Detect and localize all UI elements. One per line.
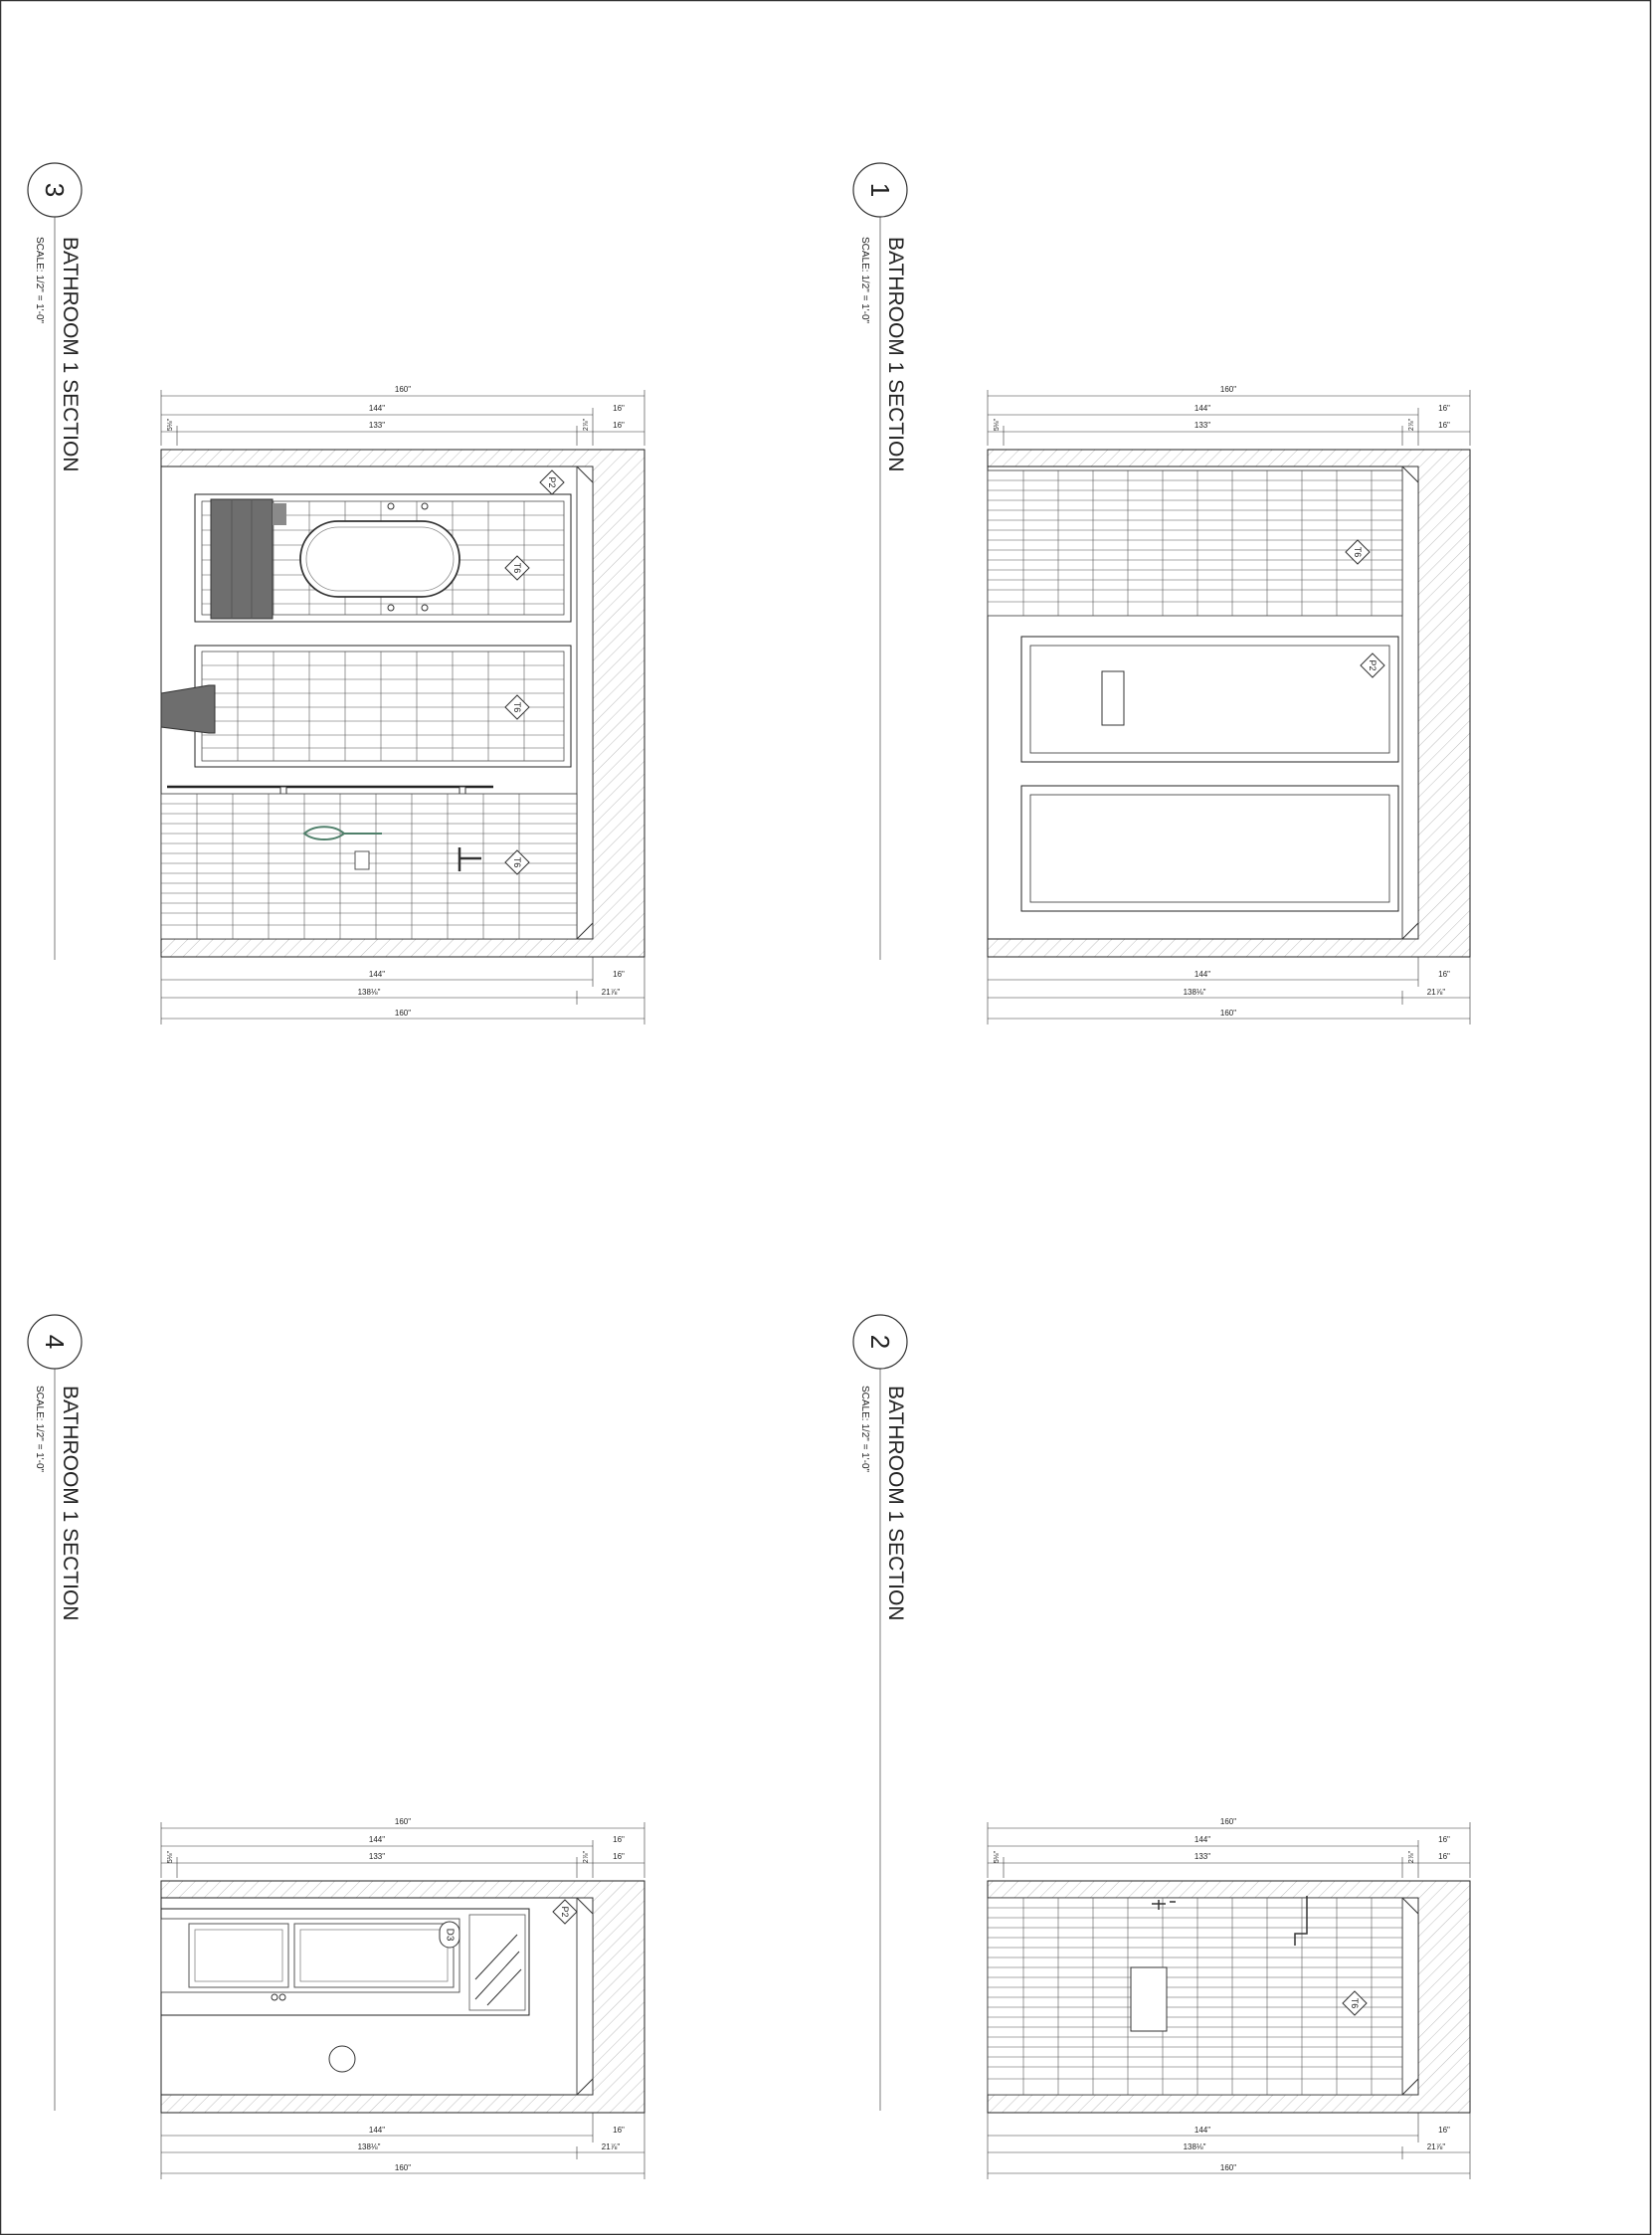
bottom-dimensions xyxy=(161,2113,644,2179)
svg-text:160": 160" xyxy=(1219,385,1237,394)
view-2 xyxy=(853,1315,1470,2179)
view-3-label xyxy=(28,163,82,960)
top-dimensions xyxy=(988,1817,1470,1878)
svg-text:16": 16" xyxy=(1438,404,1450,413)
svg-text:133": 133" xyxy=(1193,1852,1211,1861)
wall-return xyxy=(577,466,593,939)
svg-text:2⅞": 2⅞" xyxy=(1408,418,1415,432)
view-title: BATHROOM 1 SECTION xyxy=(59,1386,82,1621)
view-number: 2 xyxy=(865,1334,895,1350)
dim-label: 16" xyxy=(613,404,625,413)
svg-text:144": 144" xyxy=(368,2126,386,2135)
svg-text:144": 144" xyxy=(368,970,386,979)
view-1 xyxy=(853,163,1470,1024)
bottom-dimensions xyxy=(161,957,644,1024)
view-title: BATHROOM 1 SECTION xyxy=(59,237,82,472)
svg-text:16": 16" xyxy=(613,1835,625,1844)
dim-label: 144" xyxy=(368,404,386,413)
svg-text:138⅛": 138⅛" xyxy=(357,988,381,997)
svg-text:16": 16" xyxy=(1438,970,1450,979)
view-number: 3 xyxy=(40,182,70,198)
svg-text:160": 160" xyxy=(394,1817,412,1826)
svg-text:16": 16" xyxy=(1438,1852,1450,1861)
svg-text:P2: P2 xyxy=(1368,659,1377,671)
view-number: 4 xyxy=(40,1334,70,1350)
svg-text:144": 144" xyxy=(1193,2126,1211,2135)
svg-text:16": 16" xyxy=(613,2126,625,2135)
bottom-dimensions xyxy=(988,2113,1470,2179)
svg-text:T6: T6 xyxy=(512,701,522,713)
dim-label: 160" xyxy=(394,385,412,394)
dim-label: 2⅞" xyxy=(583,418,590,432)
svg-text:16": 16" xyxy=(1438,1835,1450,1844)
svg-text:21⅞": 21⅞" xyxy=(601,988,621,997)
svg-text:T6: T6 xyxy=(512,856,522,868)
svg-text:2⅞": 2⅞" xyxy=(583,1850,590,1864)
view-2-label xyxy=(853,1315,907,2111)
svg-text:160": 160" xyxy=(394,1009,412,1018)
svg-text:P2: P2 xyxy=(560,1906,570,1918)
view-scale: SCALE: 1/2" = 1'-0" xyxy=(34,1386,45,1473)
svg-text:5⅛": 5⅛" xyxy=(167,1850,174,1864)
pendant-light xyxy=(161,685,215,733)
dim-label: 16" xyxy=(613,421,625,430)
floor-drain xyxy=(329,2046,355,2072)
svg-text:21⅞": 21⅞" xyxy=(1426,2142,1446,2151)
cabinet-panel-upper xyxy=(1021,637,1398,762)
svg-text:D3: D3 xyxy=(444,1928,456,1942)
view-scale: SCALE: 1/2" = 1'-0" xyxy=(859,237,870,324)
svg-text:P2: P2 xyxy=(547,476,557,488)
radiator xyxy=(211,499,273,619)
svg-text:160": 160" xyxy=(1219,1009,1237,1018)
svg-text:133": 133" xyxy=(368,1852,386,1861)
top-dimensions xyxy=(161,1817,644,1878)
svg-text:5⅛": 5⅛" xyxy=(994,1850,1001,1864)
svg-text:5⅛": 5⅛" xyxy=(994,418,1001,432)
svg-text:160": 160" xyxy=(394,2163,412,2172)
view-number: 1 xyxy=(865,182,895,198)
svg-text:T6: T6 xyxy=(512,562,522,574)
view-1-label xyxy=(853,163,907,960)
svg-text:21⅞": 21⅞" xyxy=(1426,988,1446,997)
dim-label: 133" xyxy=(368,421,386,430)
svg-text:T6: T6 xyxy=(1350,1997,1360,2009)
svg-text:21⅞": 21⅞" xyxy=(601,2142,621,2151)
view-title: BATHROOM 1 SECTION xyxy=(884,1386,907,1621)
svg-text:133": 133" xyxy=(1193,421,1211,430)
svg-text:2⅞": 2⅞" xyxy=(1408,1850,1415,1864)
top-dimensions xyxy=(988,385,1470,446)
svg-text:16": 16" xyxy=(613,1852,625,1861)
cabinet-panel-lower xyxy=(1021,786,1398,911)
view-scale: SCALE: 1/2" = 1'-0" xyxy=(859,1386,870,1473)
svg-text:138⅛": 138⅛" xyxy=(357,2142,381,2151)
svg-text:138⅛": 138⅛" xyxy=(1183,988,1206,997)
dim-label: 5⅛" xyxy=(167,418,174,432)
svg-text:144": 144" xyxy=(368,1835,386,1844)
niche xyxy=(1131,1967,1167,2031)
view-4-label xyxy=(28,1315,82,2111)
bathtub xyxy=(300,521,459,597)
svg-text:16": 16" xyxy=(1438,2126,1450,2135)
wall-tile-band xyxy=(988,470,1402,616)
svg-text:144": 144" xyxy=(1193,404,1211,413)
svg-text:160": 160" xyxy=(1219,2163,1237,2172)
view-scale: SCALE: 1/2" = 1'-0" xyxy=(34,237,45,324)
svg-text:144": 144" xyxy=(1193,1835,1211,1844)
view-title: BATHROOM 1 SECTION xyxy=(884,237,907,472)
top-dimensions xyxy=(161,385,644,446)
door-tag-d3 xyxy=(440,1922,459,1948)
svg-text:144": 144" xyxy=(1193,970,1211,979)
view-3 xyxy=(28,163,644,1024)
svg-text:T6: T6 xyxy=(1353,546,1363,558)
wall-tile-field xyxy=(988,1896,1402,2095)
svg-text:16": 16" xyxy=(613,970,625,979)
svg-text:16": 16" xyxy=(1438,421,1450,430)
svg-text:138⅛": 138⅛" xyxy=(1183,2142,1206,2151)
bottom-dimensions xyxy=(988,957,1470,1024)
view-4 xyxy=(28,1315,644,2179)
outlet xyxy=(1102,671,1124,725)
svg-text:160": 160" xyxy=(1219,1817,1237,1826)
